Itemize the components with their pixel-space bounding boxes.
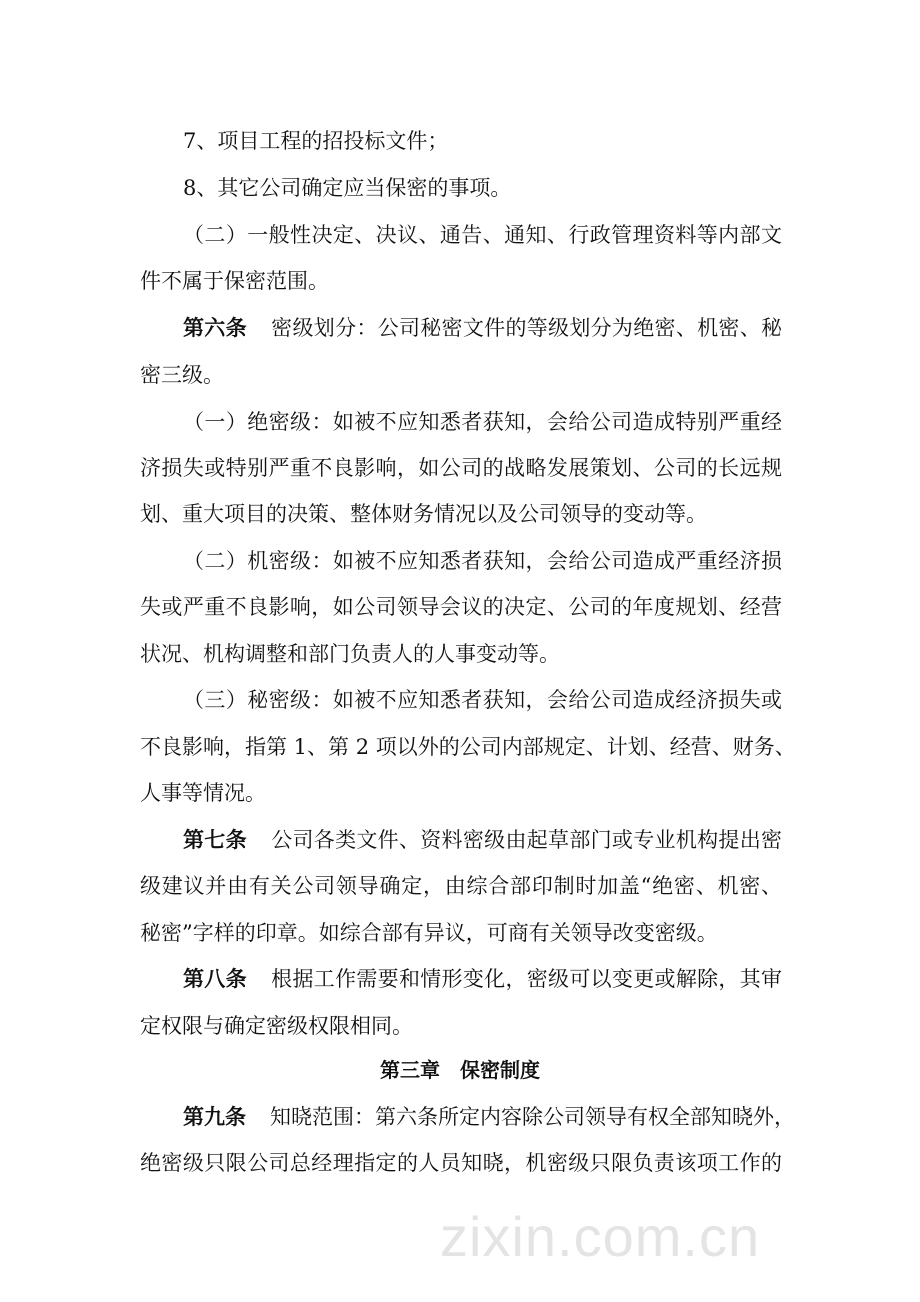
line-text: 根据工作需要和情形变化，密级可以变更或解除，其审 bbox=[270, 967, 782, 991]
paragraph-line bbox=[140, 734, 796, 760]
line-text: 件不属于保密范围。 bbox=[140, 269, 329, 293]
paragraph-line bbox=[140, 873, 782, 899]
line-text: 8、其它公司确定应当保密的事项。 bbox=[183, 176, 512, 200]
line-text: 级建议并由有关公司领导确定，由综合部印制时加盖“绝密、机密、 bbox=[140, 874, 782, 898]
paragraph-line bbox=[183, 128, 782, 154]
line-text: （一）绝密级：如被不应知悉者获知，会给公司造成特别严重经 bbox=[183, 410, 782, 434]
article-label: 第七条 bbox=[183, 828, 247, 852]
paragraph-line bbox=[183, 222, 782, 248]
line-text: 划、重大项目的决策、整体财务情况以及公司领导的变动等。 bbox=[140, 502, 707, 526]
paragraph-line bbox=[183, 687, 782, 713]
line-text: 不良影响，指第 1、第 2 项以外的公司内部规定、计划、经营、财务、 bbox=[140, 735, 796, 759]
line-text: 失或严重不良影响，如公司领导会议的决定、公司的年度规划、经营 bbox=[140, 595, 782, 619]
chapter-heading: 第三章 保密制度 bbox=[380, 1058, 540, 1082]
line-text: 绝密级只限公司总经理指定的人员知晓，机密级只限负责该项工作的 bbox=[140, 1151, 782, 1175]
paragraph-line bbox=[140, 1013, 782, 1039]
article-label: 第八条 bbox=[183, 967, 247, 991]
paragraph-line bbox=[140, 455, 782, 481]
line-text: 密级划分：公司秘密文件的等级划分为绝密、机密、秘 bbox=[270, 316, 782, 340]
paragraph-line bbox=[183, 315, 782, 341]
line-text: 状况、机构调整和部门负责人的人事变动等。 bbox=[140, 642, 560, 666]
line-text: 济损失或特别严重不良影响，如公司的战略发展策划、公司的长远规 bbox=[140, 456, 782, 480]
watermark: zixin.com.cn bbox=[440, 1205, 761, 1268]
paragraph-line bbox=[183, 827, 782, 853]
line-text: 人事等情况。 bbox=[140, 781, 266, 805]
paragraph-line bbox=[183, 175, 782, 201]
paragraph-line bbox=[140, 362, 782, 388]
article-label: 第九条 bbox=[183, 1105, 246, 1129]
paragraph-line bbox=[183, 1104, 795, 1130]
paragraph-line bbox=[140, 1150, 782, 1176]
line-text: 知晓范围：第六条所定内容除公司领导有权全部知晓外， bbox=[270, 1105, 795, 1129]
paragraph-line bbox=[140, 594, 782, 620]
line-text: 密三级。 bbox=[140, 363, 224, 387]
paragraph-line bbox=[183, 966, 782, 992]
line-text: （二）机密级：如被不应知悉者获知，会给公司造成严重经济损 bbox=[183, 549, 782, 573]
line-text: 定权限与确定密级权限相同。 bbox=[140, 1014, 413, 1038]
line-text: 秘密”字样的印章。如综合部有异议，可商有关领导改变密级。 bbox=[140, 921, 718, 945]
article-label: 第六条 bbox=[183, 316, 247, 340]
paragraph-line bbox=[140, 268, 782, 294]
line-text: 公司各类文件、资料密级由起草部门或专业机构提出密 bbox=[270, 828, 782, 852]
paragraph-line bbox=[140, 501, 782, 527]
line-text: （三）秘密级：如被不应知悉者获知，会给公司造成经济损失或 bbox=[183, 688, 782, 712]
paragraph-line bbox=[140, 780, 782, 806]
line-text: 7、项目工程的招投标文件； bbox=[183, 129, 449, 153]
paragraph-line bbox=[140, 920, 782, 946]
paragraph-line bbox=[183, 548, 782, 574]
line-text: （二）一般性决定、决议、通告、通知、行政管理资料等内部文 bbox=[183, 223, 782, 247]
paragraph-line bbox=[140, 641, 782, 667]
paragraph-line bbox=[183, 409, 782, 435]
